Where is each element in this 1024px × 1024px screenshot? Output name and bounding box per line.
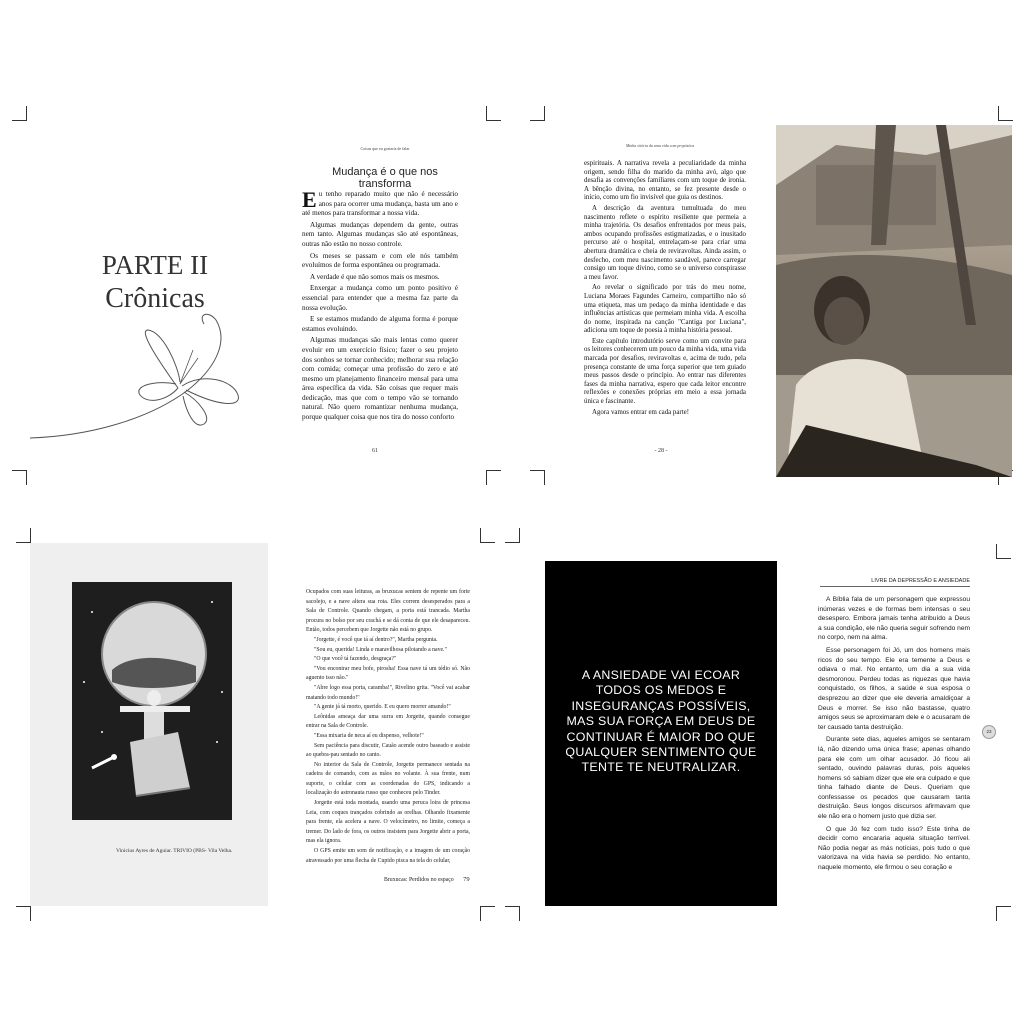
paragraph: Ao revelar o significado por trás do meu nome, Luciana Moraes Fagundes Carneiro, compartilho não só uma etiqueta, mas um pedaço da minha identidade e das influências artísticas que permeiam minha vida. A escolha do nome, inspirada na canção "Cantiga por Luciana", adiciona um toque de poesia à minha história pessoal.: [584, 284, 746, 335]
paragraph: u tenho reparado muito que não é necessário anos para ocorrer uma mudança, basta um ano e até menos para transformar a nossa vida.: [302, 190, 458, 218]
crop-mark: [12, 106, 27, 121]
astronaut-moon-artwork: [72, 582, 232, 820]
crop-mark: [480, 906, 495, 921]
part-title-name: Crônicas: [105, 283, 205, 314]
paragraph: "Sou eu, querida! Linda e maravilhosa pilotando a nave.": [314, 646, 447, 653]
part-title: [60, 248, 250, 316]
paragraph: Algumas mudanças dependem da gente, outras nem tanto. Algumas mudanças são até espontâneas, outras não estão no nosso controle.: [302, 220, 458, 248]
paragraph: "Vou encontrar meu bofe, pirosha! Essa nave tá um tédio só. Não aguento isso não.": [306, 665, 470, 682]
paragraph: Sem paciência para discutir, Cauão acende outro baseado e assiste ao quebra-pau sentado no canto.: [306, 742, 470, 759]
paragraph: "Essa mixaria de neca aí eu dispenso, velhote!": [314, 732, 424, 739]
paragraph: "Abre logo essa porta, caramba!", Rivelino grita. "Você vai acabar matando todo mundo!": [306, 684, 470, 701]
paragraph: O que Jó fez com tudo isso? Este tinha de decidir como encararia aquela situação terrível. Não podia negar as más notícias, pois tudo o que valorizava na vida havia se perdido. No entanto, naquele momento, ele firmou o seu coração e: [818, 825, 970, 872]
running-head: LIVRE DA DEPRESSÃO E ANSIEDADE: [820, 578, 970, 587]
paragraph: A descrição da aventura tumultuada do meu nascimento reflete o espírito resiliente que permeia a minha trajetória. Os desafios enfrentados por meus pais, ambos ocupando profissões estigmatizadas, e o inusitado percurso até o hospital, entrelaçam-se para criar uma abertura dramática e cheia de reviravoltas. Ainda assim, o desfecho, com meu nascimento saudável, parece carregar consigo um toque divino, como se o universo conspirasse a meu favor.: [584, 204, 746, 281]
paragraph: A Bíblia fala de um personagem que expressou inúmeras vezes e de formas bem intensas o seu desespero. Embora jamais tenha atribuído a Deus a sua condição, ele não queria seguir sofrendo nem no corpo, nem na alma.: [818, 596, 970, 642]
page-number: - 28 -: [654, 448, 668, 454]
paragraph: Esse personagem foi Jó, um dos homens mais ricos do seu tempo. Ele era temente a Deus e odiava o mal. No entanto, um dia a sua vida desmoronou. Perdeu todas as riquezas que havia conquistado, os filhos, a saúde e sua esposa o desprezou ao dizer que ele deveria amaldiçoar a Deus e morrer. Se isso não bastasse, quatro amigos seus se aproximaram dele e o acusaram de ter causado tanta destruição.: [818, 646, 970, 731]
part-title-number: PARTE II: [101, 250, 209, 280]
paragraph: "A gente já tá morto, querido. E eu quero morrer amando!": [314, 704, 451, 711]
running-head: Coisas que eu gostaria de falar: [360, 146, 410, 151]
crop-mark: [16, 906, 31, 921]
chapter-title: Mudança é o que nos transforma: [332, 166, 438, 190]
paragraph: Algumas mudanças são mais lentas como querer evoluir em um exercício físico; fazer o seu projeto dos sonhos se tornar conhecido; melhorar sua relação com comida; começar uma profissão do zero e até mesmo um planejamento financeiro mensal para uma área específica da vida. São coisas que requer mais dedicação, mas que com o tempo vão se tornando natural. Não quero romantizar nenhuma mudança, porque qualquer coisa que nos tira do nosso conforto: [302, 336, 458, 422]
crop-mark: [505, 528, 520, 543]
paragraph: Ocupados com suas leituras, as bruxucas sentem de repente um forte sacolejo, e a nave altera sua rota. Eles correm desesperados para a Sala de Controle. Quando chegam, a porta está trancada. Martha procura no bolso por seu crachá e se dá conta de que ele desapareceu. Então, todos percebem que Jorgette não está no grupo.: [306, 589, 470, 634]
crop-mark: [530, 470, 545, 485]
paragraph: Durante sete dias, aqueles amigos se sentaram lá, não dizendo uma única frase; apenas olhando para ele com um olhar acusador. Jó ficou ali sentado, ouvindo palavras duras, pois aqueles homens só sabiam dizer que ele era culpado e que tinha falhado diante de Deus. Queriam que confessasse os pecados que causaram tanta destruição. Seus longos discursos afirmavam que ele não era o homem justo que dizia ser.: [818, 736, 970, 821]
chapter-body: [584, 160, 746, 438]
paragraph: E se estamos mudando de alguma forma é porque estamos evoluindo.: [302, 315, 458, 333]
crop-mark: [998, 106, 1013, 121]
running-head: Minha vitória da uma vida com propósitos: [625, 143, 695, 148]
drop-cap: E: [302, 187, 317, 212]
paragraph: "O que você tá fazendo, desgraça?": [314, 656, 397, 663]
illustration-caption: Vinicius Ayres de Aguiar. TRIVIO (PBS- Vila Velha.: [116, 848, 233, 854]
crop-mark: [480, 528, 495, 543]
paragraph: O GPS emite um som de notificação, e a imagem de um coração atravessado por uma flecha de Cupido pisca na tela do celular,: [306, 848, 470, 864]
paragraph: "Jorgette, é você que tá aí dentro?", Martha pergunta.: [314, 636, 438, 643]
footer-title: Bruxucas: Perdidos no espaço: [384, 877, 454, 883]
paragraph: Jorgette está toda montada, usando uma peruca loira de princesa Leia, com coques trançados cobrindo as orelhas. Olhando fixamente para frente, ela acelera a nave. O velocímetro, no limite, começa a tremer. Do lado de fora, os outros insistem para Jorgette abrir a porta, mas ela ignora.: [306, 800, 470, 845]
chapter-body: [306, 588, 470, 864]
paragraph: Este capítulo introdutório serve como um convite para os leitores conhecerem um pouco da minha vida, uma vida marcada por desafios, reviravoltas e, acima de tudo, pela presença constante de uma força superior que tem guiado meus passos desde o princípio. Ao entrar nas diferentes fases da minha narrativa, espero que cada leitor encontre reflexões e conexões próprias em meio a essa jornada única e fascinante.: [584, 337, 746, 406]
page-number-badge: 23: [982, 725, 996, 739]
crop-mark: [996, 906, 1011, 921]
paragraph: Leônidas ameaça dar uma surra em Jorgette, quando consegue entrar na Sala de Controle.: [306, 713, 470, 730]
chapter-body: [302, 187, 458, 442]
crop-mark: [996, 544, 1011, 559]
pull-quote: A ANSIEDADE VAI ECOAR TODOS OS MEDOS E INSEGURANÇAS POSSÍVEIS, MAS SUA FORÇA EM DEUS DE CONTINUAR É MAIOR DO QUE QUALQUER SENTIMENTO QUE TENTE TE NEUTRALIZAR.: [565, 668, 757, 775]
crop-mark: [505, 906, 520, 921]
page-number: 61: [372, 448, 378, 454]
page-footer: [384, 876, 474, 883]
chapter-body: [818, 595, 970, 872]
crop-mark: [486, 106, 501, 121]
vintage-photo-man-in-car: [776, 125, 1012, 477]
paragraph: Os meses se passam e com ele nós também evoluímos de forma espontânea ou programada.: [302, 251, 458, 270]
paragraph: Agora vamos entrar em cada parte!: [592, 408, 689, 416]
crop-mark: [530, 106, 545, 121]
crop-mark: [16, 528, 31, 543]
butterfly-line-illustration: [28, 310, 248, 450]
paragraph: espirituais. A narrativa revela a peculiaridade da minha origem, sendo filha do marido da minha avó, algo que desafia as convenções familiares com um toque de ironia. A bênção divina, no entanto, se fez presente desde o início, como um fio invisível que guia os destinos.: [584, 160, 746, 202]
paragraph: A verdade é que não somos mais os mesmos.: [310, 272, 440, 281]
crop-mark: [12, 470, 27, 485]
crop-mark: [486, 470, 501, 485]
paragraph: No interior da Sala de Controle, Jorgette permanece sentada na cadeira de comando, com as mãos no volante. À sua frente, num suporte, o celular com as coordenadas do GPS, indicando a localização do astronauta russo que conheceu pelo Tinder.: [306, 761, 470, 797]
page-number: 79: [463, 876, 470, 883]
paragraph: Enxergar a mudança como um ponto positivo é essencial para entender que a mesma faz parte da nossa evolução.: [302, 284, 458, 312]
